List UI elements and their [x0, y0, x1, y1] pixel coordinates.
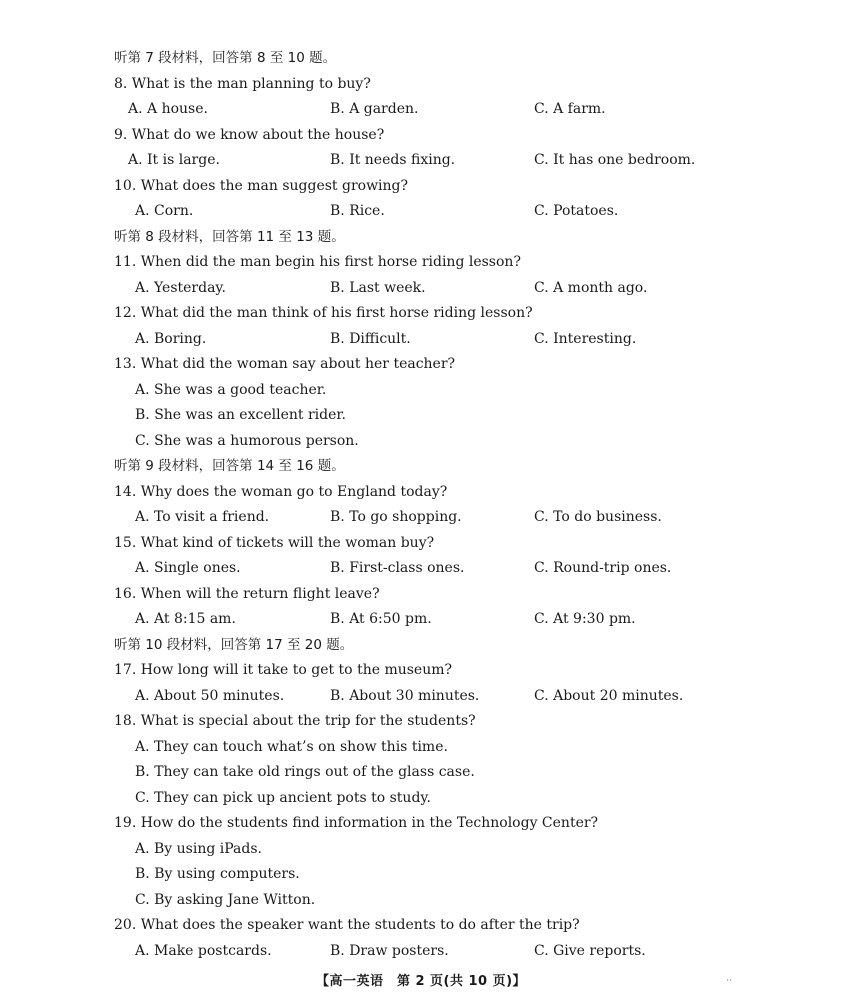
option-b: B. It needs fixing.: [330, 152, 456, 168]
question-18: 18. What is special about the trip for the students?: [114, 713, 476, 729]
option-b: B. Rice.: [330, 203, 385, 219]
question-17: 17. How long will it take to get to the museum?: [114, 662, 453, 678]
page-footer: 【高一英语 第 2 页(共 10 页)】: [315, 974, 527, 989]
question-9: 9. What do we know about the house?: [114, 127, 385, 143]
option-a: A. Single ones.: [135, 560, 241, 576]
option-a: A. Make postcards.: [135, 943, 272, 959]
question-15: 15. What kind of tickets will the woman buy?: [114, 535, 435, 551]
question-12: 12. What did the man think of his first horse riding lesson?: [114, 305, 533, 321]
options-row-17: [0, 684, 842, 710]
option-b: B. Difficult.: [330, 331, 411, 347]
option-row: [0, 378, 842, 404]
option-row: [0, 429, 842, 455]
option-a: A. It is large.: [128, 152, 220, 168]
question-8: 8. What is the man planning to buy?: [114, 76, 371, 92]
question-11: 11. When did the man begin his first horse riding lesson?: [114, 254, 521, 270]
option-a: A. She was a good teacher.: [135, 382, 327, 398]
option-row: [0, 862, 842, 888]
option-b: B. First-class ones.: [330, 560, 465, 576]
option-row: [0, 760, 842, 786]
option-b: B. Last week.: [330, 280, 426, 296]
corner-mark: ··: [726, 976, 732, 986]
options-row-14: [0, 505, 842, 531]
section-header: 听第 7 段材料，回答第 8 至 10 题。: [114, 50, 337, 66]
option-row: [0, 735, 842, 761]
option-c: C. They can pick up ancient pots to study.: [135, 790, 431, 806]
question-20: 20. What does the speaker want the students to do after the trip?: [114, 917, 580, 933]
option-b: B. To go shopping.: [330, 509, 462, 525]
option-b: B. She was an excellent rider.: [135, 407, 346, 423]
option-a: A. About 50 minutes.: [135, 688, 285, 704]
option-a: A. They can touch what’s on show this time.: [135, 739, 448, 755]
option-c: C. About 20 minutes.: [534, 688, 684, 704]
option-a: A. Corn.: [135, 203, 194, 219]
option-row: [0, 888, 842, 914]
option-b: B. By using computers.: [135, 866, 300, 882]
option-c: C. By asking Jane Witton.: [135, 892, 316, 908]
options-row-10: [0, 199, 842, 225]
option-c: C. Interesting.: [534, 331, 637, 347]
option-c: C. She was a humorous person.: [135, 433, 359, 449]
question-10: 10. What does the man suggest growing?: [114, 178, 409, 194]
option-a: A. By using iPads.: [135, 841, 262, 857]
option-row: [0, 837, 842, 863]
option-b: B. Draw posters.: [330, 943, 449, 959]
option-c: C. A month ago.: [534, 280, 648, 296]
option-a: A. To visit a friend.: [135, 509, 270, 525]
option-a: A. At 8:15 am.: [135, 611, 236, 627]
option-a: A. A house.: [128, 101, 208, 117]
section-header: 听第 8 段材料，回答第 11 至 13 题。: [114, 229, 345, 245]
option-b: B. A garden.: [330, 101, 419, 117]
option-c: C. Potatoes.: [534, 203, 619, 219]
option-c: C. Give reports.: [534, 943, 646, 959]
option-c: C. To do business.: [534, 509, 662, 525]
question-19: 19. How do the students find information in the Technology Center?: [114, 815, 599, 831]
question-16: 16. When will the return flight leave?: [114, 586, 380, 602]
option-row: [0, 403, 842, 429]
option-b: B. At 6:50 pm.: [330, 611, 432, 627]
section-header: 听第 10 段材料，回答第 17 至 20 题。: [114, 637, 354, 653]
option-b: B. They can take old rings out of the glass case.: [135, 764, 475, 780]
option-c: C. It has one bedroom.: [534, 152, 696, 168]
option-a: A. Boring.: [135, 331, 207, 347]
option-c: C. At 9:30 pm.: [534, 611, 636, 627]
options-row-15: [0, 556, 842, 582]
options-row-9: [0, 148, 842, 174]
options-row-8: [0, 97, 842, 123]
options-row-11: [0, 276, 842, 302]
option-c: C. Round-trip ones.: [534, 560, 672, 576]
option-b: B. About 30 minutes.: [330, 688, 480, 704]
question-13: 13. What did the woman say about her teacher?: [114, 356, 456, 372]
options-row-16: [0, 607, 842, 633]
section-header: 听第 9 段材料，回答第 14 至 16 题。: [114, 458, 345, 474]
option-c: C. A farm.: [534, 101, 606, 117]
question-14: 14. Why does the woman go to England today?: [114, 484, 448, 500]
option-row: [0, 786, 842, 812]
options-row-20: [0, 939, 842, 965]
options-row-12: [0, 327, 842, 353]
option-a: A. Yesterday.: [135, 280, 226, 296]
